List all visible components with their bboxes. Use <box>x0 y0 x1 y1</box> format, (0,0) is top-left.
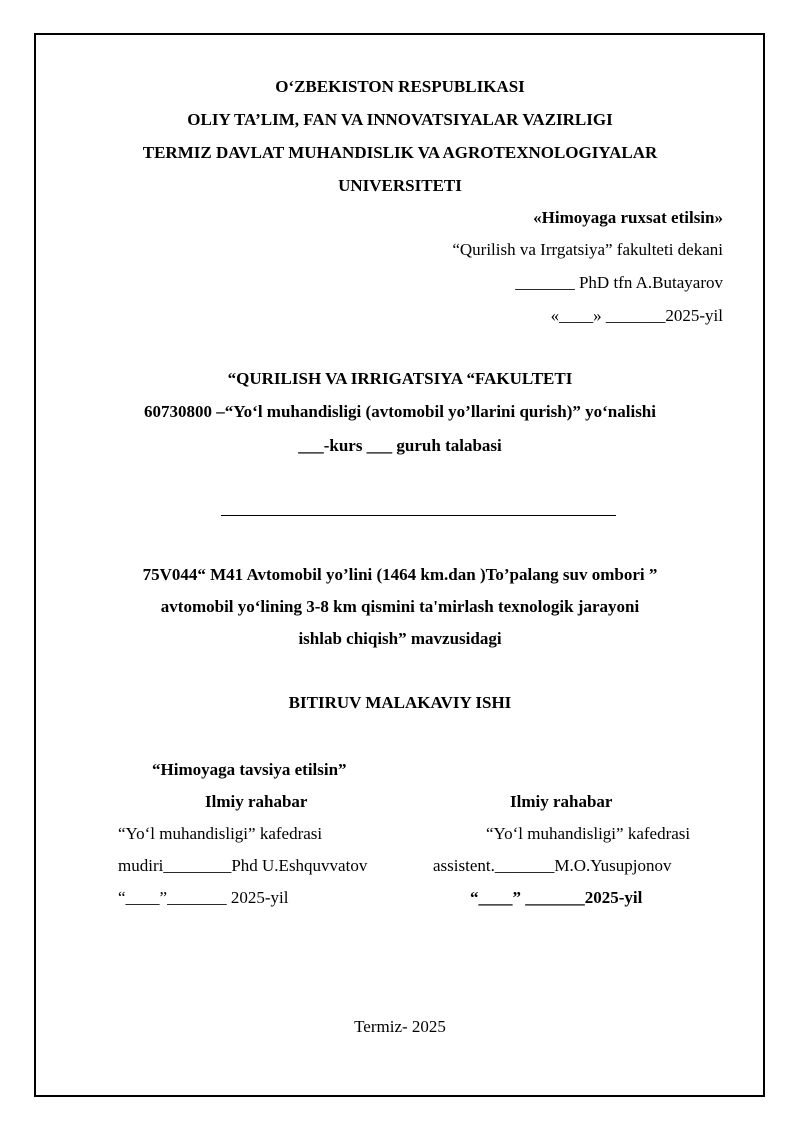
work-title: BITIRUV MALAKAVIY ISHI <box>288 693 512 712</box>
header-university-cont: UNIVERSITETI <box>338 176 462 195</box>
topic-line-2: avtomobil yo‘lining 3-8 km qismini ta'mirlash texnologik jarayoni <box>160 597 640 616</box>
approval-title: «Himoyaga ruxsat etilsin» <box>533 208 723 227</box>
left-date: “____”_______ 2025-yil <box>118 888 289 907</box>
left-signature: mudiri________Phd U.Eshquvvatov <box>118 856 368 875</box>
right-supervisor-role: Ilmiy rahabar <box>510 792 613 811</box>
right-department: “Yo‘l muhandisligi” kafedrasi <box>486 824 691 843</box>
approval-position: “Qurilish va Irrgatsiya” fakulteti dekani <box>452 240 723 259</box>
recommend-title: “Himoyaga tavsiya etilsin” <box>152 760 347 779</box>
header-university: TERMIZ DAVLAT MUHANDISLIK VA AGROTEXNOLOGIYALAR <box>142 143 658 162</box>
program-name: 60730800 –“Yo‘l muhandisligi (avtomobil yo’llarini qurish)” yo‘nalishi <box>144 402 656 421</box>
faculty-name: “QURILISH VA IRRIGATSIYA “FAKULTETI <box>227 369 573 388</box>
student-name-line <box>221 515 616 516</box>
topic-line-3: ishlab chiqish” mavzusidagi <box>298 629 502 648</box>
right-signature: assistent._______M.O.Yusupjonov <box>433 856 672 875</box>
left-supervisor-role: Ilmiy rahabar <box>205 792 308 811</box>
topic-line-1: 75V044“ M41 Avtomobil yo’lini (1464 km.dan )To’palang suv ombori ” <box>142 565 658 584</box>
header-country: O‘ZBEKISTON RESPUBLIKASI <box>275 77 525 96</box>
header-ministry: OLIY TA’LIM, FAN VA INNOVATSIYALAR VAZIRLIGI <box>187 110 613 129</box>
right-date: “____” _______2025-yil <box>470 888 643 907</box>
approval-signature: _______ PhD tfn A.Butayarov <box>515 273 723 292</box>
student-group: ___-kurs ___ guruh talabasi <box>298 436 502 455</box>
approval-date: «____» _______2025-yil <box>550 306 723 325</box>
left-department: “Yo‘l muhandisligi” kafedrasi <box>118 824 323 843</box>
place-year: Termiz- 2025 <box>354 1017 446 1036</box>
